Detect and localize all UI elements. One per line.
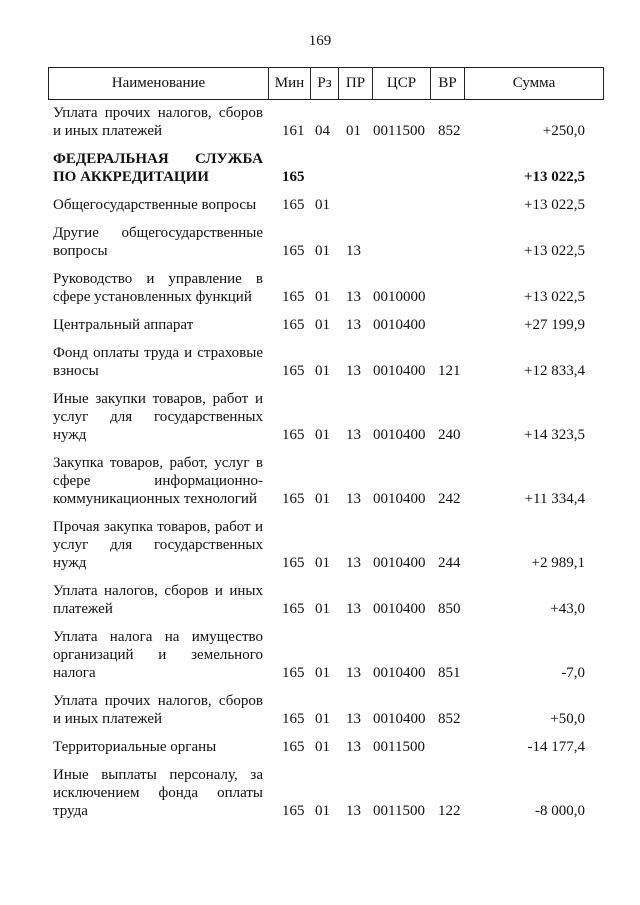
- cell-min: 165: [282, 665, 305, 681]
- cell-sum: +50,0: [550, 711, 585, 727]
- row-name: Фонд оплаты труда и страховые взносы: [53, 345, 263, 379]
- cell-rz: 01: [315, 739, 330, 755]
- table-row: [0, 766, 640, 820]
- cell-min: 165: [282, 363, 305, 379]
- cell-sum: -14 177,4: [527, 739, 585, 755]
- header-sum: Сумма: [512, 75, 556, 91]
- table-row: [0, 104, 640, 140]
- cell-sum: +12 833,4: [524, 363, 585, 379]
- table-row: [0, 518, 640, 572]
- cell-pr: 13: [346, 601, 361, 617]
- row-name: Общегосударственные вопросы: [53, 197, 257, 213]
- row-name: Уплата налога на имущество организаций и земельного налога: [53, 629, 263, 681]
- cell-min: 165: [282, 491, 305, 507]
- cell-sum: +13 022,5: [524, 243, 585, 259]
- table-body: [0, 104, 640, 830]
- cell-sum: -8 000,0: [535, 803, 585, 819]
- cell-min: 165: [282, 289, 305, 305]
- row-name: Уплата прочих налогов, сборов и иных платежей: [53, 105, 263, 139]
- cell-rz: 01: [315, 803, 330, 819]
- cell-csr: 0010000: [373, 289, 426, 305]
- cell-sum: +13 022,5: [524, 289, 585, 305]
- cell-vr: 242: [438, 491, 461, 507]
- row-name: Другие общегосударственные вопросы: [53, 225, 263, 259]
- table-row: [0, 316, 640, 334]
- table-row: [0, 150, 640, 186]
- cell-pr: 13: [346, 665, 361, 681]
- cell-sum: +2 989,1: [531, 555, 585, 571]
- cell-csr: 0011500: [373, 123, 425, 139]
- table-row: [0, 270, 640, 306]
- row-name: Иные выплаты персоналу, за исключением фонда оплаты труда: [53, 767, 263, 819]
- row-name: ФЕДЕРАЛЬНАЯ СЛУЖБА ПО АККРЕДИТАЦИИ: [53, 151, 263, 185]
- row-name: Уплата прочих налогов, сборов и иных платежей: [53, 693, 263, 727]
- cell-csr: 0010400: [373, 363, 426, 379]
- cell-min: 165: [282, 739, 305, 755]
- cell-pr: 01: [346, 123, 361, 139]
- row-name: Прочая закупка товаров, работ и услуг для государственных нужд: [53, 519, 263, 571]
- header-csr: ЦСР: [373, 68, 431, 99]
- row-name: Руководство и управление в сфере установленных функций: [53, 271, 263, 305]
- cell-pr: 13: [346, 427, 361, 443]
- cell-csr: 0010400: [373, 491, 426, 507]
- cell-min: 165: [282, 317, 305, 333]
- cell-vr: 244: [438, 555, 461, 571]
- cell-csr: 0010400: [373, 427, 426, 443]
- cell-min: 165: [282, 243, 305, 259]
- cell-rz: 01: [315, 555, 330, 571]
- cell-rz: 01: [315, 317, 330, 333]
- row-name: Уплата налогов, сборов и иных платежей: [53, 583, 263, 617]
- cell-rz: 01: [315, 289, 330, 305]
- cell-min: 165: [282, 197, 305, 213]
- cell-min: 165: [282, 169, 305, 185]
- cell-vr: 852: [438, 123, 461, 139]
- cell-csr: 0011500: [373, 739, 425, 755]
- header-vr: ВР: [431, 68, 465, 99]
- cell-pr: 13: [346, 739, 361, 755]
- header-name: Наименование: [49, 68, 269, 99]
- cell-pr: 13: [346, 711, 361, 727]
- cell-pr: 13: [346, 555, 361, 571]
- cell-rz: 01: [315, 601, 330, 617]
- page-number: 169: [308, 33, 332, 49]
- table-row: [0, 582, 640, 618]
- cell-min: 165: [282, 555, 305, 571]
- cell-vr: 122: [438, 803, 461, 819]
- header-pr: ПР: [339, 68, 373, 99]
- table-row: [0, 454, 640, 508]
- cell-min: 165: [282, 803, 305, 819]
- cell-rz: 01: [315, 665, 330, 681]
- table-row: [0, 390, 640, 444]
- cell-sum: +250,0: [542, 123, 585, 139]
- cell-sum: +13 022,5: [523, 169, 585, 185]
- cell-sum: +27 199,9: [524, 317, 585, 333]
- cell-vr: 121: [438, 363, 461, 379]
- cell-vr: 851: [438, 665, 461, 681]
- cell-sum: -7,0: [561, 665, 585, 681]
- table-row: [0, 628, 640, 682]
- cell-rz: 01: [315, 427, 330, 443]
- row-name: Территориальные органы: [53, 739, 217, 755]
- row-name: Закупка товаров, работ, услуг в сфере информационно-коммуникационных технологий: [53, 455, 263, 507]
- header-rz: Рз: [311, 68, 339, 99]
- cell-pr: 13: [346, 317, 361, 333]
- cell-csr: 0010400: [373, 711, 426, 727]
- cell-csr: 0010400: [373, 601, 426, 617]
- cell-rz: 01: [315, 363, 330, 379]
- cell-csr: 0011500: [373, 803, 425, 819]
- cell-rz: 01: [315, 711, 330, 727]
- cell-pr: 13: [346, 243, 361, 259]
- table-row: [0, 738, 640, 756]
- cell-pr: 13: [346, 289, 361, 305]
- table-row: [0, 224, 640, 260]
- cell-vr: 240: [438, 427, 461, 443]
- row-name: Иные закупки товаров, работ и услуг для государственных нужд: [53, 391, 263, 443]
- cell-rz: 01: [315, 197, 330, 213]
- row-name: Центральный аппарат: [53, 317, 194, 333]
- cell-pr: 13: [346, 803, 361, 819]
- cell-pr: 13: [346, 363, 361, 379]
- cell-rz: 01: [315, 491, 330, 507]
- cell-min: 165: [282, 711, 305, 727]
- cell-min: 165: [282, 601, 305, 617]
- cell-csr: 0010400: [373, 317, 426, 333]
- cell-sum: +13 022,5: [524, 197, 585, 213]
- header-min: Мин: [269, 68, 311, 99]
- table-row: [0, 692, 640, 728]
- table-row: [0, 196, 640, 214]
- cell-min: 161: [282, 123, 305, 139]
- cell-csr: 0010400: [373, 665, 426, 681]
- cell-sum: +11 334,4: [524, 491, 585, 507]
- cell-min: 165: [282, 427, 305, 443]
- cell-rz: 04: [315, 123, 330, 139]
- cell-rz: 01: [315, 243, 330, 259]
- table-row: [0, 344, 640, 380]
- cell-pr: 13: [346, 491, 361, 507]
- cell-sum: +43,0: [550, 601, 585, 617]
- cell-vr: 852: [438, 711, 461, 727]
- cell-sum: +14 323,5: [524, 427, 585, 443]
- table-header: [48, 67, 604, 100]
- cell-csr: 0010400: [373, 555, 426, 571]
- cell-vr: 850: [438, 601, 461, 617]
